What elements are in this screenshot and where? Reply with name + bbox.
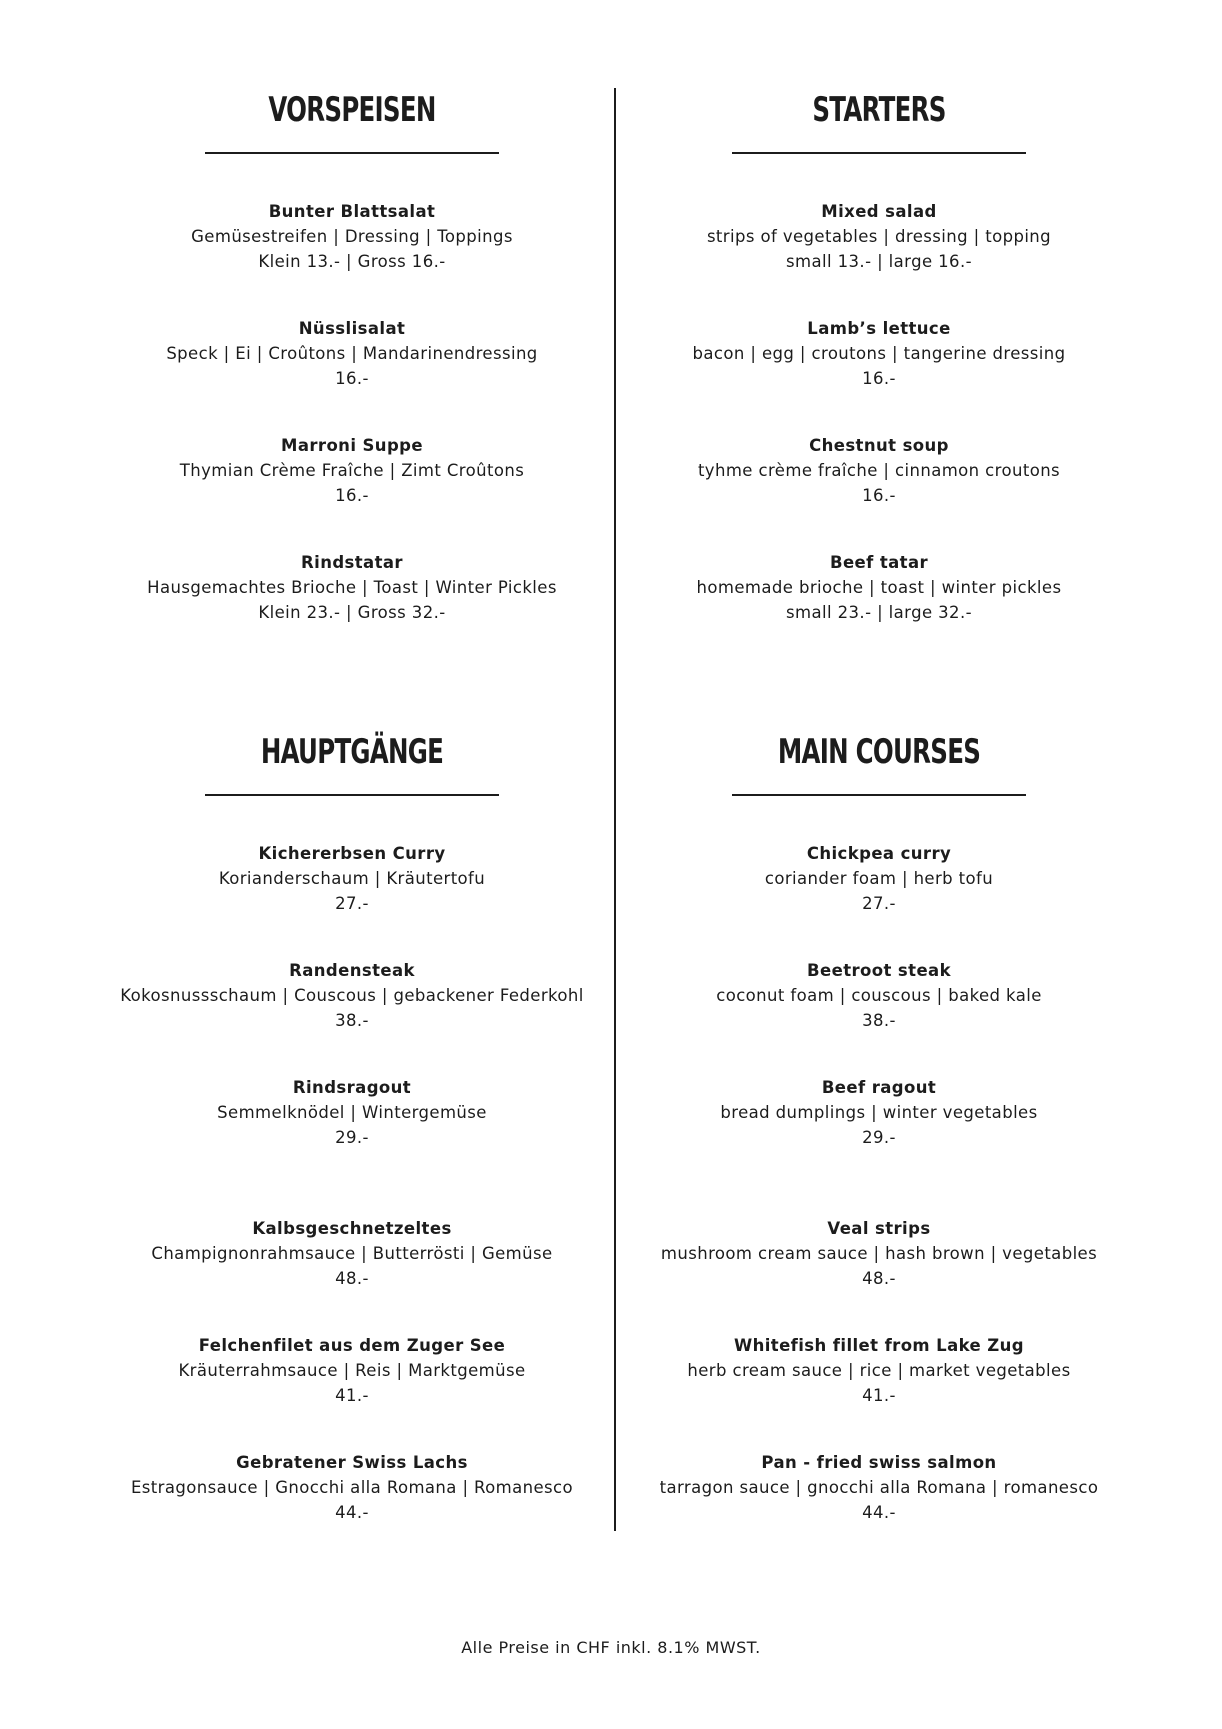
dish-name: Gebratener Swiss Lachs (236, 1453, 468, 1472)
dish-price: 41.- (335, 1386, 369, 1405)
dish-description: Semmelknödel | Wintergemüse (217, 1103, 487, 1122)
section-heading: HAUPTGÄNGE (260, 732, 444, 772)
dish-description: Korianderschaum | Kräutertofu (218, 869, 486, 888)
column-divider (614, 88, 616, 1531)
dish-price: 44.- (335, 1503, 369, 1522)
menu-item (102, 841, 602, 916)
menu-item (629, 1333, 1129, 1408)
dish-price: 38.- (335, 1011, 369, 1030)
price-note-footer: Alle Preise in CHF inkl. 8.1% MWST. (461, 1638, 761, 1657)
dish-price: 16.- (862, 369, 896, 388)
dish-price: 27.- (862, 894, 896, 913)
heading-underline (205, 794, 499, 796)
menu-item (102, 1075, 602, 1150)
dish-description: strips of vegetables | dressing | topping (706, 227, 1052, 246)
dish-name: Whitefish fillet from Lake Zug (733, 1336, 1025, 1355)
menu-item (629, 550, 1129, 625)
dish-name: Felchenfilet aus dem Zuger See (198, 1336, 506, 1355)
dish-price: 29.- (862, 1128, 896, 1147)
dish-description: bread dumplings | winter vegetables (720, 1103, 1038, 1122)
dish-description: herb cream sauce | rice | market vegetables (687, 1361, 1071, 1380)
dish-description: coriander foam | herb tofu (764, 869, 994, 888)
dish-name: Pan - fried swiss salmon (761, 1453, 997, 1472)
dish-description: Gemüsestreifen | Dressing | Toppings (191, 227, 513, 246)
dish-price: 16.- (335, 486, 369, 505)
heading-underline (205, 152, 499, 154)
section-main-courses (629, 726, 1129, 1526)
dish-name: Chickpea curry (806, 844, 952, 863)
menu-item (102, 550, 602, 625)
dish-description: tarragon sauce | gnocchi alla Romana | romanesco (659, 1478, 1099, 1497)
menu-item (102, 1333, 602, 1408)
menu-item (629, 316, 1129, 391)
menu-item (102, 1216, 602, 1291)
dish-price: 16.- (862, 486, 896, 505)
menu-item (629, 199, 1129, 274)
dish-price: 16.- (335, 369, 369, 388)
section-heading: VORSPEISEN (268, 90, 436, 130)
dish-description: bacon | egg | croutons | tangerine dressing (692, 344, 1066, 363)
dish-description: Estragonsauce | Gnocchi alla Romana | Romanesco (130, 1478, 574, 1497)
dish-name: Beef tatar (829, 553, 929, 572)
dish-price: 44.- (862, 1503, 896, 1522)
menu-item (102, 316, 602, 391)
menu-item (629, 433, 1129, 508)
dish-name: Beetroot steak (807, 961, 951, 980)
section-hauptgaenge (102, 726, 602, 1526)
dish-description: mushroom cream sauce | hash brown | vegetables (660, 1244, 1098, 1263)
dish-description: Kräuterrahmsauce | Reis | Marktgemüse (178, 1361, 526, 1380)
dish-name: Lamb’s lettuce (807, 319, 951, 338)
dish-name: Bunter Blattsalat (268, 202, 436, 221)
dish-price: small 13.- | large 16.- (786, 252, 972, 271)
dish-description: Champignonrahmsauce | Butterrösti | Gemüse (151, 1244, 553, 1263)
section-vorspeisen (102, 84, 602, 644)
dish-price: Klein 23.- | Gross 32.- (258, 603, 446, 622)
dish-name: Veal strips (827, 1219, 931, 1238)
dish-price: 48.- (862, 1269, 896, 1288)
menu-item (629, 1075, 1129, 1150)
section-heading: MAIN COURSES (777, 732, 981, 772)
dish-price: 27.- (335, 894, 369, 913)
dish-name: Beef ragout (821, 1078, 937, 1097)
heading-underline (732, 152, 1026, 154)
menu-item (629, 1450, 1129, 1525)
dish-name: Kichererbsen Curry (258, 844, 446, 863)
dish-price: 48.- (335, 1269, 369, 1288)
menu-item (629, 1216, 1129, 1291)
menu-item (102, 199, 602, 274)
dish-name: Randensteak (289, 961, 415, 980)
dish-description: Kokosnussschaum | Couscous | gebackener Federkohl (120, 986, 584, 1005)
heading-underline (732, 794, 1026, 796)
dish-name: Rindsragout (292, 1078, 412, 1097)
dish-price: 38.- (862, 1011, 896, 1030)
section-heading: STARTERS (812, 90, 946, 130)
dish-price: 29.- (335, 1128, 369, 1147)
dish-description: homemade brioche | toast | winter pickles (696, 578, 1062, 597)
dish-price: 41.- (862, 1386, 896, 1405)
dish-price: Klein 13.- | Gross 16.- (258, 252, 446, 271)
dish-description: Hausgemachtes Brioche | Toast | Winter Pickles (147, 578, 557, 597)
menu-item (102, 433, 602, 508)
dish-description: coconut foam | couscous | baked kale (716, 986, 1042, 1005)
menu-item (102, 958, 602, 1033)
dish-description: Speck | Ei | Croûtons | Mandarinendressing (166, 344, 538, 363)
dish-name: Rindstatar (301, 553, 403, 572)
dish-name: Chestnut soup (809, 436, 949, 455)
section-starters (629, 84, 1129, 644)
dish-name: Mixed salad (821, 202, 937, 221)
dish-name: Kalbsgeschnetzeltes (252, 1219, 452, 1238)
dish-description: tyhme crème fraîche | cinnamon croutons (697, 461, 1061, 480)
menu-item (102, 1450, 602, 1525)
menu-item (629, 958, 1129, 1033)
dish-price: small 23.- | large 32.- (786, 603, 972, 622)
dish-name: Nüsslisalat (298, 319, 406, 338)
dish-description: Thymian Crème Fraîche | Zimt Croûtons (179, 461, 525, 480)
dish-name: Marroni Suppe (281, 436, 423, 455)
menu-item (629, 841, 1129, 916)
